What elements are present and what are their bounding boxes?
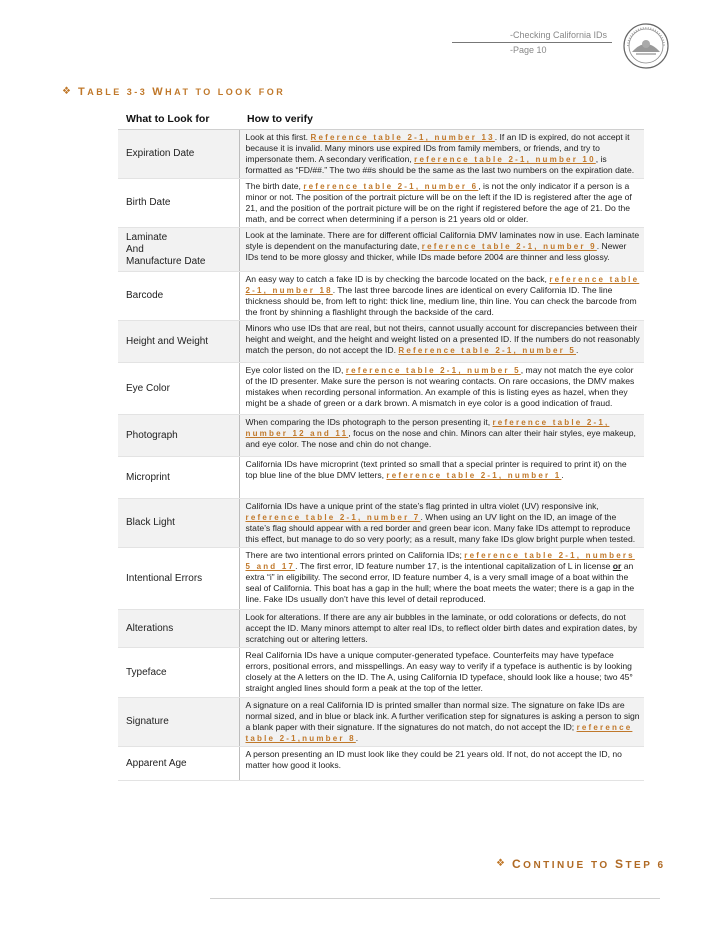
row-description [239,179,644,228]
description-text: , focus on the nose and chin. Minors can alter their hair styles, eye makeup, and eye color. The nose and chin do not change. [245,428,636,449]
description-text: , is not the only indicator if a person is a minor or not. The position of the portrait picture will be on the left if the ID is registered after the age of 21, and the position of the portrait picture will be on the right if registered before the age of 21. Do the math, and be correct when determining if a person is 21 years old or older. [245,181,632,224]
reference-link[interactable]: reference table 2-1, number 7 [245,513,421,522]
reference-link[interactable]: Reference table 2-1, number 5 [398,346,576,355]
row-label: Apparent Age [118,747,239,781]
row-description [239,363,644,415]
row-label: Laminate And Manufacture Date [118,228,239,272]
description-text: , is formatted as “FD/##.” The two ##s should be the same as the last two numbers on the expiration date. [245,154,635,175]
row-label: Signature [118,698,239,747]
reference-link[interactable]: reference table 2-1, number 12 and 11 [245,418,610,438]
row-description [239,747,644,781]
row-description [239,610,644,648]
description-text: . [355,733,359,743]
description-text: . [561,470,564,480]
description-text: The birth date, [245,181,304,191]
table-row [118,272,644,321]
description-text: . Newer IDs tend to be more glossy and thicker, while IDs made before 2004 are thinner and less glossy. [245,241,627,262]
description-text: Eye color listed on the ID, [245,365,346,375]
reference-link[interactable]: reference table 2-1, number 6 [303,182,479,191]
header-page-number: -Page 10 [510,45,547,55]
row-label: Photograph [118,415,239,457]
column-header-what: What to Look for [118,110,239,130]
reference-link[interactable]: reference table 2-1, number 5 [345,366,521,375]
row-description [239,648,644,698]
section-bullet-icon: ❖ [62,86,71,97]
description-text: California IDs have microprint (text printed so small that a special printer is required to print it) on the top blue line of the blue DMV letters, [245,459,627,480]
table-row [118,457,644,499]
description-text: Look at this first. [245,132,311,142]
row-label: Eye Color [118,363,239,415]
table-header-row [118,110,644,130]
footer-rule [210,898,660,899]
description-text: . The first error, ID feature number 17, is the intentional capitalization of L in license [295,561,613,571]
description-text: A signature on a real California ID is printed smaller than normal size. The signature on fake IDs are normal sized, and in blue or black ink. A further verification step for signatures is asking a person to sign a blank paper with their signature. If the signatures do not match, do not accept the ID; [245,700,640,732]
california-seal-icon [622,22,670,70]
description-text: . [576,345,579,355]
table-row [118,130,644,179]
description-text: Real California IDs have a unique computer-generated typeface. Counterfeits may have typeface errors, positional errors, and misspellings. An easy way to verify if a typeface is authentic is by looking closely at the A letters on the ID. The A, using California ID typeface, should look like a house; two 45° straight angled lines should form a peak at the top of the letter. [245,650,633,693]
row-label: Barcode [118,272,239,321]
column-header-how: How to verify [239,110,644,130]
continue-to-step-link[interactable]: CONTINUE TO STEP 6 [512,857,666,871]
description-text: Look at the laminate. There are for different official California DMV laminates now in use. Each laminate style is dependent on the manufacturing date, [245,230,640,251]
table-row [118,321,644,363]
row-label: Height and Weight [118,321,239,363]
table-row [118,648,644,698]
description-text: There are two intentional errors printed on California IDs; [245,550,465,560]
reference-link[interactable]: reference table 2-1,number 8 [245,723,633,743]
reference-link[interactable]: Reference table 2-1, number 13 [310,133,495,142]
row-label: Intentional Errors [118,548,239,610]
table-row [118,698,644,747]
description-text: California IDs have a unique print of the state’s flag printed in ultra violet (UV) responsive ink, [245,501,599,511]
table-row [118,548,644,610]
description-text: Look for alterations. If there are any air bubbles in the laminate, or odd colorations or defects, do not accept the ID. Many minors attempt to alter real IDs, to reflect older birth dates and expiration dates, by scratching out or altering letters. [245,612,638,644]
table-row [118,747,644,781]
row-description [239,321,644,363]
table-row [118,363,644,415]
row-label: Black Light [118,499,239,548]
reference-link[interactable]: reference table 2-1, number 1 [386,471,562,480]
description-text: . When using an UV light on the ID, an image of the state’s flag should appear with a red border and green bear icon. Many fake IDs attempt to reproduce this effect, but manage to do so very poorly; as a result, many fake IDs glow bright purple when tested. [245,512,636,544]
verification-table [118,110,644,781]
row-description [239,499,644,548]
row-label: Birth Date [118,179,239,228]
reference-link[interactable]: reference table 2-1, number 10 [414,155,596,164]
continue-bullet-icon: ❖ [496,858,505,869]
row-description [239,457,644,499]
row-label: Alterations [118,610,239,648]
row-description [239,548,644,610]
description-text: Minors who use IDs that are real, but not theirs, cannot usually account for discrepancies between their height and weight, and the height and weight listed on a presented ID. If the numbers do not reasonably match the person, do not accept the ID. [245,323,640,355]
row-description [239,415,644,457]
description-text: When comparing the IDs photograph to the person presenting it, [245,417,493,427]
description-text: . The last three barcode lines are identical on every California ID. The line thickness should be, from left to right: thick line, medium line, thin line. You can check the barcode from the front by shinning a flashlight through the backside of the card. [245,285,637,317]
header-doc-title: -Checking California IDs [510,30,608,40]
description-text: , may not match the eye color of the ID presenter. Make sure the person is not wearing contacts. On rare occasions, the DMV makes mistakes when recording personal information. An example of this is listing eyes as hazel, when they might be a shade of green or a dark brown. A mismatch in eye color is a good indication of fraud. [245,365,635,408]
table-row [118,610,644,648]
description-text: an extra “i” in eligibility. The second error, ID feature number 4, is a very small image of a boat within the seal of California. This boat has a gap in the hull; where the boat meets the water; there is a gap in the line. Fake IDs usually don’t have this level of detail reproduced. [245,561,635,604]
row-description [239,228,644,272]
row-label: Microprint [118,457,239,499]
table-row [118,228,644,272]
description-text: . If an ID is expired, do not accept it because it is invalid. Many minors use expired IDs from family members, or friends, and try to impersonate them. A secondary verification, [245,132,630,164]
table-row [118,415,644,457]
description-text: A person presenting an ID must look like they could be 21 years old. If not, do not accept the ID, no matter how good it looks. [245,749,622,770]
section-title: TABLE 3-3 WHAT TO LOOK FOR [78,86,286,98]
header-rule [452,42,612,43]
table-row [118,179,644,228]
page-header [452,30,612,55]
row-description [239,698,644,747]
row-label: Typeface [118,648,239,698]
emphasis-text: or [612,561,622,571]
row-description [239,130,644,179]
row-label: Expiration Date [118,130,239,179]
reference-link[interactable]: reference table 2-1, numbers 5 and 17 [245,551,635,571]
reference-link[interactable]: reference table 2-1, number 18 [245,275,640,295]
row-description [239,272,644,321]
description-text: An easy way to catch a fake ID is by checking the barcode located on the back, [245,274,550,284]
reference-link[interactable]: reference table 2-1, number 9 [421,242,597,251]
table-row [118,499,644,548]
